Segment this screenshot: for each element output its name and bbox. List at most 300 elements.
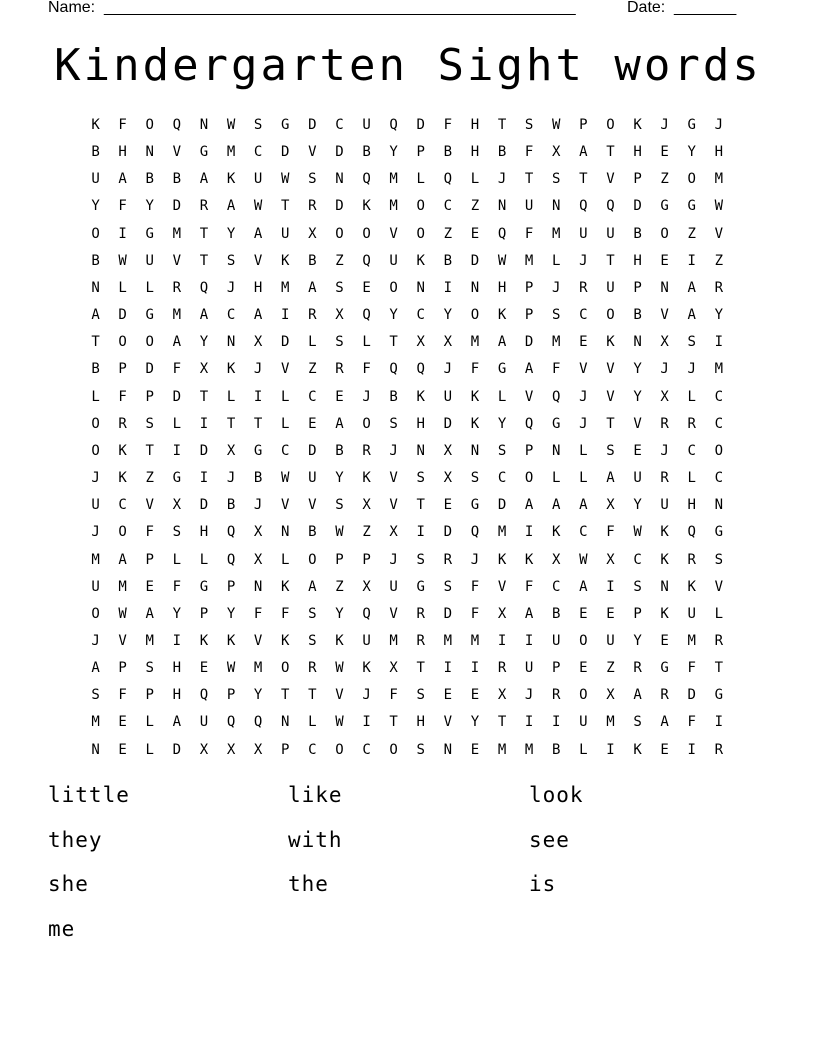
- grid-cell[interactable]: P: [226, 687, 236, 704]
- grid-cell[interactable]: E: [443, 497, 453, 514]
- grid-cell[interactable]: U: [91, 171, 100, 188]
- grid-cell[interactable]: O: [335, 225, 344, 242]
- grid-cell[interactable]: O: [416, 198, 425, 215]
- grid-cell[interactable]: V: [389, 470, 398, 487]
- grid-cell[interactable]: X: [497, 687, 507, 704]
- grid-cell[interactable]: A: [579, 144, 588, 161]
- grid-cell[interactable]: K: [118, 470, 127, 487]
- grid-cell[interactable]: J: [253, 497, 263, 514]
- grid-cell[interactable]: X: [660, 334, 669, 351]
- grid-cell[interactable]: N: [91, 279, 100, 296]
- grid-cell[interactable]: I: [552, 714, 561, 731]
- grid-cell[interactable]: Z: [335, 252, 344, 269]
- grid-cell[interactable]: N: [281, 714, 290, 731]
- grid-cell[interactable]: P: [145, 687, 154, 704]
- grid-cell[interactable]: G: [281, 117, 290, 133]
- grid-cell[interactable]: I: [524, 714, 534, 731]
- grid-cell[interactable]: H: [633, 144, 642, 161]
- grid-cell[interactable]: T: [281, 198, 290, 215]
- grid-cell[interactable]: E: [660, 632, 669, 649]
- grid-cell[interactable]: E: [606, 605, 615, 622]
- grid-cell[interactable]: G: [660, 198, 669, 215]
- grid-cell[interactable]: E: [579, 334, 588, 351]
- grid-cell[interactable]: X: [606, 551, 615, 568]
- grid-cell[interactable]: R: [660, 687, 669, 704]
- grid-cell[interactable]: U: [362, 632, 371, 649]
- grid-cell[interactable]: C: [579, 524, 588, 541]
- grid-cell[interactable]: Z: [687, 225, 696, 242]
- grid-cell[interactable]: V: [660, 307, 669, 324]
- grid-cell[interactable]: Y: [633, 361, 642, 378]
- grid-cell[interactable]: X: [226, 741, 236, 758]
- grid-cell[interactable]: I: [443, 279, 453, 296]
- grid-cell[interactable]: N: [335, 171, 344, 188]
- grid-cell[interactable]: S: [335, 497, 344, 514]
- grid-cell[interactable]: P: [416, 144, 425, 161]
- grid-cell[interactable]: Y: [443, 307, 453, 324]
- grid-cell[interactable]: U: [606, 225, 615, 242]
- grid-cell[interactable]: G: [416, 578, 425, 595]
- grid-cell[interactable]: B: [226, 497, 236, 514]
- grid-cell[interactable]: Z: [145, 470, 154, 487]
- grid-cell[interactable]: R: [497, 660, 507, 677]
- grid-cell[interactable]: O: [118, 334, 127, 351]
- grid-cell[interactable]: A: [524, 605, 534, 622]
- grid-cell[interactable]: A: [660, 714, 669, 731]
- grid-cell[interactable]: A: [687, 307, 696, 324]
- grid-cell[interactable]: B: [389, 388, 398, 405]
- grid-cell[interactable]: R: [687, 415, 696, 432]
- grid-cell[interactable]: W: [633, 524, 642, 541]
- grid-cell[interactable]: K: [362, 198, 371, 215]
- grid-cell[interactable]: J: [660, 361, 669, 378]
- grid-cell[interactable]: D: [172, 198, 182, 215]
- grid-cell[interactable]: P: [362, 551, 371, 568]
- grid-cell[interactable]: O: [687, 171, 696, 188]
- grid-cell[interactable]: I: [524, 632, 534, 649]
- grid-cell[interactable]: C: [443, 198, 453, 215]
- grid-cell[interactable]: H: [714, 144, 724, 161]
- grid-cell[interactable]: K: [281, 578, 290, 595]
- grid-cell[interactable]: N: [714, 497, 724, 514]
- grid-cell[interactable]: E: [579, 605, 588, 622]
- grid-cell[interactable]: Z: [362, 524, 371, 541]
- grid-cell[interactable]: Q: [226, 524, 236, 541]
- grid-cell[interactable]: Q: [226, 551, 236, 568]
- grid-cell[interactable]: S: [497, 442, 507, 459]
- grid-cell[interactable]: X: [253, 741, 263, 758]
- grid-cell[interactable]: F: [118, 388, 127, 405]
- grid-cell[interactable]: Y: [633, 632, 642, 649]
- grid-cell[interactable]: G: [552, 415, 561, 432]
- grid-cell[interactable]: S: [633, 578, 642, 595]
- grid-cell[interactable]: O: [308, 551, 317, 568]
- grid-cell[interactable]: X: [253, 551, 263, 568]
- grid-cell[interactable]: P: [199, 605, 209, 622]
- grid-cell[interactable]: X: [416, 334, 425, 351]
- grid-cell[interactable]: E: [308, 415, 317, 432]
- grid-cell[interactable]: L: [579, 442, 588, 459]
- grid-cell[interactable]: I: [470, 660, 480, 677]
- grid-cell[interactable]: N: [253, 578, 263, 595]
- grid-cell[interactable]: A: [91, 660, 100, 677]
- grid-cell[interactable]: V: [118, 632, 127, 649]
- grid-cell[interactable]: G: [470, 497, 480, 514]
- grid-cell[interactable]: Y: [633, 497, 642, 514]
- grid-cell[interactable]: L: [281, 551, 290, 568]
- grid-cell[interactable]: W: [579, 551, 588, 568]
- grid-cell[interactable]: M: [389, 632, 398, 649]
- grid-cell[interactable]: K: [660, 524, 669, 541]
- grid-cell[interactable]: B: [497, 144, 507, 161]
- grid-cell[interactable]: I: [199, 415, 209, 432]
- grid-cell[interactable]: A: [199, 171, 209, 188]
- grid-cell[interactable]: L: [470, 171, 480, 188]
- grid-cell[interactable]: L: [552, 252, 561, 269]
- grid-cell[interactable]: N: [497, 198, 507, 215]
- grid-cell[interactable]: P: [633, 605, 642, 622]
- grid-cell[interactable]: H: [633, 252, 642, 269]
- grid-cell[interactable]: D: [416, 117, 425, 133]
- grid-cell[interactable]: A: [633, 687, 642, 704]
- grid-cell[interactable]: Z: [714, 252, 724, 269]
- grid-cell[interactable]: N: [416, 442, 425, 459]
- grid-cell[interactable]: Y: [91, 198, 100, 215]
- grid-cell[interactable]: C: [633, 551, 642, 568]
- grid-cell[interactable]: D: [443, 415, 453, 432]
- grid-cell[interactable]: D: [497, 497, 507, 514]
- grid-cell[interactable]: S: [226, 252, 236, 269]
- grid-cell[interactable]: V: [497, 578, 507, 595]
- grid-cell[interactable]: O: [362, 415, 371, 432]
- grid-cell[interactable]: M: [552, 334, 561, 351]
- grid-cell[interactable]: F: [524, 144, 534, 161]
- grid-cell[interactable]: N: [633, 334, 642, 351]
- name-blank[interactable]: _____________________________________________________: [104, 0, 576, 16]
- grid-cell[interactable]: D: [470, 252, 480, 269]
- grid-cell[interactable]: P: [524, 307, 534, 324]
- grid-cell[interactable]: X: [443, 334, 453, 351]
- grid-cell[interactable]: J: [362, 388, 371, 405]
- grid-cell[interactable]: U: [606, 279, 615, 296]
- grid-cell[interactable]: K: [470, 415, 480, 432]
- grid-cell[interactable]: S: [308, 605, 317, 622]
- grid-cell[interactable]: Y: [335, 605, 344, 622]
- grid-cell[interactable]: O: [579, 632, 588, 649]
- grid-cell[interactable]: K: [552, 524, 561, 541]
- grid-cell[interactable]: V: [389, 497, 398, 514]
- grid-cell[interactable]: J: [524, 687, 534, 704]
- grid-cell[interactable]: R: [714, 632, 724, 649]
- grid-cell[interactable]: M: [714, 171, 724, 188]
- grid-cell[interactable]: R: [118, 415, 127, 432]
- grid-cell[interactable]: N: [281, 524, 290, 541]
- grid-cell[interactable]: F: [470, 578, 480, 595]
- grid-cell[interactable]: X: [253, 334, 263, 351]
- grid-cell[interactable]: V: [443, 714, 453, 731]
- grid-cell[interactable]: V: [145, 497, 154, 514]
- grid-cell[interactable]: B: [308, 252, 317, 269]
- grid-cell[interactable]: X: [443, 470, 453, 487]
- grid-cell[interactable]: U: [579, 225, 588, 242]
- grid-cell[interactable]: E: [660, 252, 669, 269]
- grid-cell[interactable]: Q: [362, 252, 371, 269]
- grid-cell[interactable]: J: [91, 632, 100, 649]
- grid-cell[interactable]: F: [524, 225, 534, 242]
- grid-cell[interactable]: B: [335, 442, 344, 459]
- grid-cell[interactable]: G: [714, 687, 724, 704]
- grid-cell[interactable]: K: [281, 252, 290, 269]
- grid-cell[interactable]: X: [660, 388, 669, 405]
- grid-cell[interactable]: V: [281, 361, 290, 378]
- grid-cell[interactable]: P: [579, 117, 588, 133]
- grid-cell[interactable]: N: [552, 442, 561, 459]
- grid-cell[interactable]: H: [172, 660, 182, 677]
- grid-cell[interactable]: L: [579, 741, 588, 758]
- grid-cell[interactable]: S: [606, 442, 615, 459]
- grid-cell[interactable]: E: [633, 442, 642, 459]
- grid-cell[interactable]: D: [443, 524, 453, 541]
- grid-cell[interactable]: F: [118, 687, 127, 704]
- grid-cell[interactable]: A: [524, 497, 534, 514]
- grid-cell[interactable]: Q: [199, 687, 209, 704]
- grid-cell[interactable]: E: [362, 279, 371, 296]
- grid-cell[interactable]: M: [172, 307, 182, 324]
- grid-cell[interactable]: F: [145, 524, 154, 541]
- grid-cell[interactable]: N: [660, 578, 669, 595]
- grid-cell[interactable]: Q: [389, 361, 398, 378]
- grid-cell[interactable]: D: [335, 198, 344, 215]
- grid-cell[interactable]: F: [172, 361, 182, 378]
- grid-cell[interactable]: Y: [470, 714, 480, 731]
- grid-cell[interactable]: X: [606, 687, 615, 704]
- grid-cell[interactable]: T: [91, 334, 100, 351]
- grid-cell[interactable]: K: [497, 307, 507, 324]
- grid-cell[interactable]: Z: [470, 198, 480, 215]
- grid-cell[interactable]: D: [199, 442, 209, 459]
- grid-cell[interactable]: L: [118, 279, 127, 296]
- grid-cell[interactable]: H: [416, 415, 425, 432]
- grid-cell[interactable]: T: [497, 714, 507, 731]
- grid-cell[interactable]: X: [606, 497, 615, 514]
- grid-cell[interactable]: L: [145, 279, 154, 296]
- grid-cell[interactable]: W: [714, 198, 724, 215]
- grid-cell[interactable]: J: [579, 415, 588, 432]
- grid-cell[interactable]: L: [91, 388, 100, 405]
- grid-cell[interactable]: R: [416, 605, 425, 622]
- grid-cell[interactable]: C: [714, 388, 724, 405]
- grid-cell[interactable]: F: [470, 605, 480, 622]
- grid-cell[interactable]: O: [145, 334, 154, 351]
- grid-cell[interactable]: S: [389, 415, 398, 432]
- grid-cell[interactable]: G: [714, 524, 724, 541]
- grid-cell[interactable]: U: [660, 497, 669, 514]
- grid-cell[interactable]: A: [226, 198, 236, 215]
- grid-cell[interactable]: C: [308, 388, 317, 405]
- grid-cell[interactable]: T: [281, 687, 290, 704]
- grid-cell[interactable]: Q: [362, 605, 371, 622]
- grid-cell[interactable]: S: [633, 714, 642, 731]
- grid-cell[interactable]: M: [91, 551, 100, 568]
- grid-cell[interactable]: A: [118, 171, 127, 188]
- grid-cell[interactable]: S: [470, 470, 480, 487]
- grid-cell[interactable]: T: [226, 415, 236, 432]
- grid-cell[interactable]: A: [199, 307, 209, 324]
- grid-cell[interactable]: G: [172, 470, 182, 487]
- grid-cell[interactable]: W: [335, 524, 344, 541]
- grid-cell[interactable]: E: [470, 225, 480, 242]
- grid-cell[interactable]: W: [497, 252, 507, 269]
- grid-cell[interactable]: I: [524, 524, 534, 541]
- grid-cell[interactable]: B: [443, 252, 453, 269]
- grid-cell[interactable]: F: [172, 578, 182, 595]
- grid-cell[interactable]: W: [552, 117, 561, 133]
- grid-cell[interactable]: Q: [606, 198, 615, 215]
- grid-cell[interactable]: G: [687, 198, 696, 215]
- grid-cell[interactable]: I: [497, 632, 507, 649]
- grid-cell[interactable]: Z: [660, 171, 669, 188]
- grid-cell[interactable]: P: [118, 361, 127, 378]
- grid-cell[interactable]: P: [335, 551, 344, 568]
- grid-cell[interactable]: D: [172, 388, 182, 405]
- grid-cell[interactable]: L: [281, 388, 290, 405]
- grid-cell[interactable]: G: [199, 578, 209, 595]
- grid-cell[interactable]: K: [416, 388, 425, 405]
- grid-cell[interactable]: O: [524, 470, 534, 487]
- grid-cell[interactable]: E: [579, 660, 588, 677]
- grid-cell[interactable]: U: [633, 470, 642, 487]
- grid-cell[interactable]: I: [443, 660, 453, 677]
- grid-cell[interactable]: Y: [714, 307, 724, 324]
- grid-cell[interactable]: K: [91, 117, 100, 133]
- grid-cell[interactable]: B: [172, 171, 182, 188]
- grid-cell[interactable]: B: [362, 144, 371, 161]
- grid-cell[interactable]: C: [118, 497, 127, 514]
- grid-cell[interactable]: A: [308, 279, 317, 296]
- grid-cell[interactable]: D: [443, 605, 453, 622]
- grid-cell[interactable]: A: [579, 578, 588, 595]
- grid-cell[interactable]: B: [145, 171, 154, 188]
- grid-cell[interactable]: O: [606, 307, 615, 324]
- grid-cell[interactable]: J: [497, 171, 507, 188]
- grid-cell[interactable]: J: [714, 117, 724, 133]
- grid-cell[interactable]: A: [524, 361, 534, 378]
- grid-cell[interactable]: H: [470, 117, 480, 133]
- grid-cell[interactable]: A: [91, 307, 100, 324]
- grid-cell[interactable]: J: [660, 442, 669, 459]
- grid-cell[interactable]: Z: [308, 361, 317, 378]
- grid-cell[interactable]: Q: [470, 524, 480, 541]
- grid-cell[interactable]: F: [470, 361, 480, 378]
- grid-cell[interactable]: A: [172, 714, 182, 731]
- grid-cell[interactable]: D: [335, 144, 344, 161]
- grid-cell[interactable]: N: [91, 741, 100, 758]
- grid-cell[interactable]: C: [226, 307, 236, 324]
- grid-cell[interactable]: J: [253, 361, 263, 378]
- grid-cell[interactable]: T: [308, 687, 317, 704]
- grid-cell[interactable]: M: [118, 578, 127, 595]
- grid-cell[interactable]: M: [226, 144, 236, 161]
- grid-cell[interactable]: D: [308, 442, 317, 459]
- grid-cell[interactable]: V: [389, 225, 398, 242]
- grid-cell[interactable]: O: [416, 225, 425, 242]
- grid-cell[interactable]: M: [524, 741, 534, 758]
- grid-cell[interactable]: Y: [335, 470, 344, 487]
- grid-cell[interactable]: L: [579, 470, 588, 487]
- grid-cell[interactable]: D: [308, 117, 317, 133]
- grid-cell[interactable]: O: [335, 741, 344, 758]
- grid-cell[interactable]: J: [226, 470, 236, 487]
- grid-cell[interactable]: G: [145, 307, 154, 324]
- grid-cell[interactable]: Q: [497, 225, 507, 242]
- grid-cell[interactable]: A: [253, 307, 263, 324]
- grid-cell[interactable]: K: [606, 334, 615, 351]
- grid-cell[interactable]: N: [443, 741, 453, 758]
- grid-cell[interactable]: U: [552, 632, 561, 649]
- grid-cell[interactable]: P: [633, 279, 642, 296]
- grid-cell[interactable]: X: [389, 660, 398, 677]
- grid-cell[interactable]: X: [172, 497, 182, 514]
- grid-cell[interactable]: J: [687, 361, 696, 378]
- grid-cell[interactable]: S: [335, 279, 344, 296]
- grid-cell[interactable]: X: [497, 605, 507, 622]
- grid-cell[interactable]: B: [443, 144, 453, 161]
- grid-cell[interactable]: A: [118, 551, 127, 568]
- grid-cell[interactable]: P: [524, 279, 534, 296]
- grid-cell[interactable]: C: [714, 415, 724, 432]
- grid-cell[interactable]: D: [281, 144, 290, 161]
- grid-cell[interactable]: R: [199, 198, 209, 215]
- grid-cell[interactable]: U: [199, 714, 209, 731]
- grid-cell[interactable]: M: [524, 252, 534, 269]
- grid-cell[interactable]: T: [389, 334, 398, 351]
- grid-cell[interactable]: V: [633, 415, 642, 432]
- grid-cell[interactable]: A: [579, 497, 588, 514]
- grid-cell[interactable]: I: [606, 578, 615, 595]
- grid-cell[interactable]: N: [552, 198, 561, 215]
- grid-cell[interactable]: H: [416, 714, 425, 731]
- grid-cell[interactable]: O: [91, 605, 100, 622]
- grid-cell[interactable]: K: [226, 361, 236, 378]
- grid-cell[interactable]: S: [552, 171, 561, 188]
- grid-cell[interactable]: F: [606, 524, 615, 541]
- grid-cell[interactable]: M: [470, 632, 480, 649]
- grid-cell[interactable]: M: [497, 524, 507, 541]
- grid-cell[interactable]: Y: [389, 144, 398, 161]
- grid-cell[interactable]: L: [145, 714, 154, 731]
- grid-cell[interactable]: U: [253, 171, 263, 188]
- grid-cell[interactable]: R: [660, 415, 669, 432]
- grid-cell[interactable]: K: [416, 252, 425, 269]
- grid-cell[interactable]: Q: [226, 714, 236, 731]
- grid-cell[interactable]: V: [172, 252, 182, 269]
- grid-cell[interactable]: P: [633, 171, 642, 188]
- grid-cell[interactable]: U: [281, 225, 290, 242]
- grid-cell[interactable]: K: [633, 117, 642, 133]
- grid-cell[interactable]: B: [633, 225, 642, 242]
- grid-cell[interactable]: M: [470, 334, 480, 351]
- grid-cell[interactable]: K: [226, 632, 236, 649]
- grid-cell[interactable]: D: [281, 334, 290, 351]
- grid-cell[interactable]: R: [687, 551, 696, 568]
- grid-cell[interactable]: Q: [579, 198, 588, 215]
- grid-cell[interactable]: Y: [226, 605, 236, 622]
- grid-cell[interactable]: Y: [172, 605, 182, 622]
- grid-cell[interactable]: X: [362, 578, 371, 595]
- grid-cell[interactable]: B: [308, 524, 317, 541]
- grid-cell[interactable]: V: [253, 632, 263, 649]
- grid-cell[interactable]: D: [118, 307, 127, 324]
